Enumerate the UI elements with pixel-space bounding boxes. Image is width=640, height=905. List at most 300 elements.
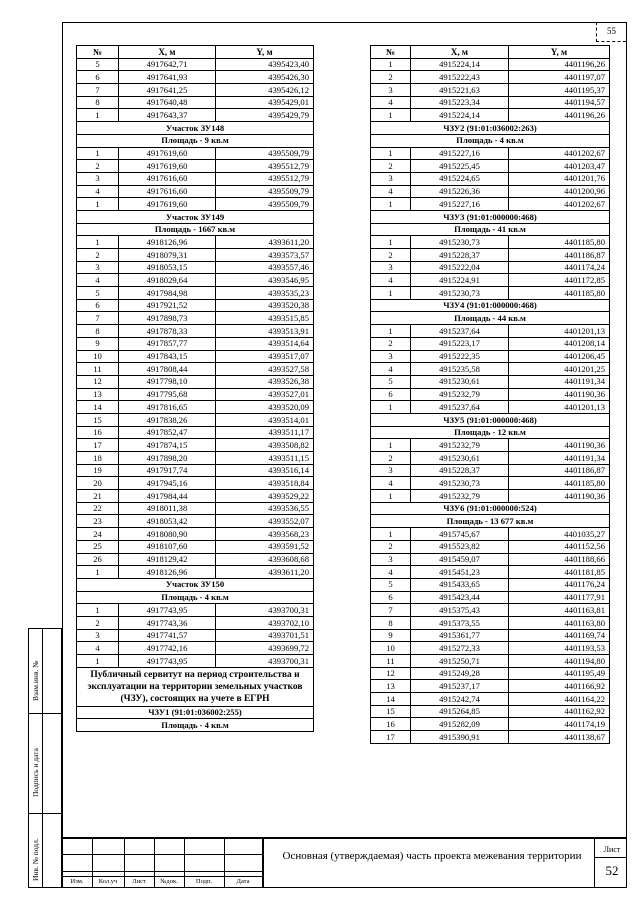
x-coordinate: 4917857,77 bbox=[119, 337, 216, 350]
table-row bbox=[371, 693, 610, 706]
y-coordinate: 4401152,56 bbox=[509, 540, 610, 553]
point-number: 5 bbox=[77, 58, 119, 71]
table-row bbox=[77, 84, 314, 97]
table-row bbox=[371, 705, 610, 718]
x-coordinate: 4918080,90 bbox=[119, 528, 216, 541]
table-row bbox=[371, 401, 610, 414]
x-coordinate: 4915237,17 bbox=[411, 680, 509, 693]
point-number: 13 bbox=[371, 680, 411, 693]
table-row bbox=[77, 350, 314, 363]
x-coordinate: 4915264,85 bbox=[411, 705, 509, 718]
section-title: Участок ЗУ148 bbox=[77, 122, 314, 135]
y-coordinate: 4393520,09 bbox=[216, 401, 314, 414]
point-number: 3 bbox=[371, 84, 411, 97]
section-title: ЧЗУ5 (91:01:000000:468) bbox=[371, 413, 610, 426]
table-row bbox=[371, 274, 610, 287]
table-row bbox=[371, 388, 610, 401]
x-coordinate: 4917742,16 bbox=[119, 642, 216, 655]
table-row bbox=[371, 58, 610, 71]
table-row bbox=[371, 96, 610, 109]
x-coordinate: 4917816,65 bbox=[119, 401, 216, 414]
x-coordinate: 4918011,38 bbox=[119, 502, 216, 515]
table-row bbox=[77, 477, 314, 490]
y-coordinate: 4401190,36 bbox=[509, 388, 610, 401]
y-coordinate: 4401174,19 bbox=[509, 718, 610, 731]
easement-note: Публичный сервитут на период строительства и эксплуатации на территории земельных участков (ЧЗУ), состоящих на учете в ЕГРН bbox=[77, 667, 314, 706]
y-coordinate: 4393511,17 bbox=[216, 426, 314, 439]
x-coordinate: 4917984,44 bbox=[119, 490, 216, 503]
y-coordinate: 4401186,87 bbox=[509, 249, 610, 262]
x-coordinate: 4915230,73 bbox=[411, 236, 509, 249]
y-coordinate: 4393611,20 bbox=[216, 566, 314, 579]
point-number: 8 bbox=[371, 616, 411, 629]
y-coordinate: 4393518,84 bbox=[216, 477, 314, 490]
section-header-row bbox=[371, 426, 610, 439]
table-row bbox=[77, 439, 314, 452]
x-coordinate: 4918126,96 bbox=[119, 566, 216, 579]
table-row bbox=[77, 261, 314, 274]
table-row bbox=[77, 274, 314, 287]
point-number: 1 bbox=[77, 566, 119, 579]
y-coordinate: 4393514,64 bbox=[216, 337, 314, 350]
table-row bbox=[371, 84, 610, 97]
y-coordinate: 4401201,13 bbox=[509, 401, 610, 414]
table-row bbox=[371, 540, 610, 553]
point-number: 17 bbox=[77, 439, 119, 452]
y-coordinate: 4401138,67 bbox=[509, 731, 610, 744]
y-coordinate: 4401191,34 bbox=[509, 375, 610, 388]
y-coordinate: 4395509,79 bbox=[216, 185, 314, 198]
y-coordinate: 4395512,79 bbox=[216, 160, 314, 173]
point-number: 9 bbox=[371, 629, 411, 642]
x-coordinate: 4915222,04 bbox=[411, 261, 509, 274]
section-title: Площадь - 4 кв.м bbox=[77, 719, 314, 732]
table-row bbox=[77, 604, 314, 617]
table-row bbox=[77, 147, 314, 160]
table-row bbox=[77, 325, 314, 338]
section-title: ЧЗУ2 (91:01:036002:263) bbox=[371, 122, 610, 135]
x-coordinate: 4915232,79 bbox=[411, 490, 509, 503]
point-number: 13 bbox=[77, 388, 119, 401]
y-coordinate: 4393546,95 bbox=[216, 274, 314, 287]
stamp-col-sheet: Лист bbox=[132, 878, 146, 885]
section-header-row bbox=[371, 122, 610, 135]
x-coordinate: 4915235,58 bbox=[411, 363, 509, 376]
sheet-label: Лист bbox=[603, 845, 621, 854]
y-coordinate: 4401203,47 bbox=[509, 160, 610, 173]
section-title: Участок ЗУ149 bbox=[77, 210, 314, 223]
point-number: 2 bbox=[371, 452, 411, 465]
table-row bbox=[371, 566, 610, 579]
section-header-row bbox=[371, 515, 610, 528]
table-row bbox=[371, 147, 610, 160]
x-coordinate: 4917945,16 bbox=[119, 477, 216, 490]
point-number: 6 bbox=[77, 71, 119, 84]
x-coordinate: 4917643,37 bbox=[119, 109, 216, 122]
x-coordinate: 4917921,52 bbox=[119, 299, 216, 312]
y-coordinate: 4401177,91 bbox=[509, 591, 610, 604]
x-coordinate: 4918079,31 bbox=[119, 249, 216, 262]
table-row bbox=[371, 363, 610, 376]
x-coordinate: 4915249,28 bbox=[411, 667, 509, 680]
table-row bbox=[77, 96, 314, 109]
point-number: 14 bbox=[371, 693, 411, 706]
point-number: 3 bbox=[371, 261, 411, 274]
x-coordinate: 4915232,79 bbox=[411, 439, 509, 452]
table-row bbox=[77, 71, 314, 84]
y-coordinate: 4393608,68 bbox=[216, 553, 314, 566]
table-row bbox=[371, 667, 610, 680]
side-label-inventory: Инв. № подл. bbox=[31, 838, 40, 881]
table-row bbox=[77, 236, 314, 249]
x-coordinate: 4915228,37 bbox=[411, 464, 509, 477]
y-coordinate: 4393520,38 bbox=[216, 299, 314, 312]
table-row bbox=[371, 287, 610, 300]
table-row bbox=[371, 655, 610, 668]
x-coordinate: 4915221,63 bbox=[411, 84, 509, 97]
x-coordinate: 4915232,79 bbox=[411, 388, 509, 401]
x-coordinate: 4917641,25 bbox=[119, 84, 216, 97]
y-coordinate: 4401181,85 bbox=[509, 566, 610, 579]
x-coordinate: 4915225,45 bbox=[411, 160, 509, 173]
table-row bbox=[371, 629, 610, 642]
x-coordinate: 4915523,82 bbox=[411, 540, 509, 553]
y-coordinate: 4401185,80 bbox=[509, 287, 610, 300]
x-coordinate: 4915230,61 bbox=[411, 452, 509, 465]
x-coordinate: 4917878,33 bbox=[119, 325, 216, 338]
point-number: 19 bbox=[77, 464, 119, 477]
point-number: 9 bbox=[77, 337, 119, 350]
section-header-row bbox=[77, 223, 314, 236]
x-coordinate: 4917843,15 bbox=[119, 350, 216, 363]
table-row bbox=[77, 629, 314, 642]
table-row bbox=[77, 401, 314, 414]
y-coordinate: 4393526,38 bbox=[216, 375, 314, 388]
table-row bbox=[77, 502, 314, 515]
section-title: ЧЗУ1 (91:01:036002:255) bbox=[77, 706, 314, 719]
x-coordinate: 4915224,14 bbox=[411, 109, 509, 122]
section-title: Участок ЗУ150 bbox=[77, 578, 314, 591]
section-title: Площадь - 13 677 кв.м bbox=[371, 515, 610, 528]
x-coordinate: 4915224,65 bbox=[411, 172, 509, 185]
table-row bbox=[371, 591, 610, 604]
point-number: 11 bbox=[77, 363, 119, 376]
point-number: 12 bbox=[77, 375, 119, 388]
section-title: Площадь - 4 кв.м bbox=[77, 591, 314, 604]
table-row bbox=[77, 363, 314, 376]
x-coordinate: 4915745,67 bbox=[411, 528, 509, 541]
table-row bbox=[77, 249, 314, 262]
point-number: 3 bbox=[77, 261, 119, 274]
x-coordinate: 4917741,57 bbox=[119, 629, 216, 642]
y-coordinate: 4393700,31 bbox=[216, 655, 314, 668]
point-number: 1 bbox=[371, 287, 411, 300]
x-coordinate: 4918053,15 bbox=[119, 261, 216, 274]
point-number: 17 bbox=[371, 731, 411, 744]
y-coordinate: 4395509,79 bbox=[216, 147, 314, 160]
table-row bbox=[77, 299, 314, 312]
section-header-row bbox=[371, 312, 610, 325]
table-row bbox=[371, 452, 610, 465]
x-coordinate: 4917640,48 bbox=[119, 96, 216, 109]
x-coordinate: 4915237,64 bbox=[411, 401, 509, 414]
section-header-row bbox=[77, 706, 314, 719]
point-number: 2 bbox=[371, 160, 411, 173]
table-row bbox=[371, 464, 610, 477]
section-title: Площадь - 41 кв.м bbox=[371, 223, 610, 236]
y-coordinate: 4393527,01 bbox=[216, 388, 314, 401]
point-number: 4 bbox=[77, 185, 119, 198]
point-number: 6 bbox=[371, 591, 411, 604]
y-coordinate: 4401193,53 bbox=[509, 642, 610, 655]
table-row bbox=[77, 172, 314, 185]
header-y: Y, м bbox=[216, 46, 314, 59]
y-coordinate: 4395429,79 bbox=[216, 109, 314, 122]
x-coordinate: 4918053,42 bbox=[119, 515, 216, 528]
table-row bbox=[77, 490, 314, 503]
x-coordinate: 4917852,47 bbox=[119, 426, 216, 439]
table-row bbox=[77, 58, 314, 71]
x-coordinate: 4915433,65 bbox=[411, 578, 509, 591]
x-coordinate: 4917642,71 bbox=[119, 58, 216, 71]
point-number: 8 bbox=[77, 325, 119, 338]
header-number: № bbox=[371, 46, 411, 59]
y-coordinate: 4401196,26 bbox=[509, 109, 610, 122]
y-coordinate: 4401201,25 bbox=[509, 363, 610, 376]
point-number: 1 bbox=[371, 147, 411, 160]
sheet-number: 52 bbox=[605, 863, 619, 878]
point-number: 1 bbox=[371, 109, 411, 122]
y-coordinate: 4393516,14 bbox=[216, 464, 314, 477]
table-row bbox=[371, 439, 610, 452]
title-block bbox=[62, 837, 627, 888]
y-coordinate: 4401201,76 bbox=[509, 172, 610, 185]
y-coordinate: 4401185,80 bbox=[509, 477, 610, 490]
point-number: 1 bbox=[371, 528, 411, 541]
point-number: 1 bbox=[371, 236, 411, 249]
y-coordinate: 4395426,30 bbox=[216, 71, 314, 84]
x-coordinate: 4915228,37 bbox=[411, 249, 509, 262]
table-row bbox=[371, 236, 610, 249]
x-coordinate: 4917898,20 bbox=[119, 452, 216, 465]
point-number: 1 bbox=[77, 604, 119, 617]
section-header-row bbox=[371, 413, 610, 426]
x-coordinate: 4917898,73 bbox=[119, 312, 216, 325]
y-coordinate: 4395426,12 bbox=[216, 84, 314, 97]
x-coordinate: 4915224,14 bbox=[411, 58, 509, 71]
y-coordinate: 4401202,67 bbox=[509, 198, 610, 211]
table-row bbox=[371, 337, 610, 350]
y-coordinate: 4393702,10 bbox=[216, 616, 314, 629]
x-coordinate: 4915230,61 bbox=[411, 375, 509, 388]
section-title: Площадь - 44 кв.м bbox=[371, 312, 610, 325]
y-coordinate: 4393527,58 bbox=[216, 363, 314, 376]
point-number: 4 bbox=[371, 363, 411, 376]
point-number: 16 bbox=[77, 426, 119, 439]
y-coordinate: 4401164,22 bbox=[509, 693, 610, 706]
point-number: 21 bbox=[77, 490, 119, 503]
y-coordinate: 4401172,85 bbox=[509, 274, 610, 287]
y-coordinate: 4393508,82 bbox=[216, 439, 314, 452]
table-row bbox=[371, 718, 610, 731]
page-number: 55 bbox=[596, 22, 626, 42]
point-number: 5 bbox=[77, 287, 119, 300]
y-coordinate: 4401190,36 bbox=[509, 439, 610, 452]
point-number: 1 bbox=[77, 109, 119, 122]
section-header-row bbox=[77, 210, 314, 223]
point-number: 26 bbox=[77, 553, 119, 566]
y-coordinate: 4393514,01 bbox=[216, 413, 314, 426]
point-number: 2 bbox=[77, 249, 119, 262]
section-header-row bbox=[77, 591, 314, 604]
table-row bbox=[371, 490, 610, 503]
point-number: 6 bbox=[371, 388, 411, 401]
point-number: 3 bbox=[77, 172, 119, 185]
table-row bbox=[371, 325, 610, 338]
header-x: X, м bbox=[119, 46, 216, 59]
y-coordinate: 4395429,01 bbox=[216, 96, 314, 109]
table-row bbox=[77, 452, 314, 465]
y-coordinate: 4393517,07 bbox=[216, 350, 314, 363]
point-number: 1 bbox=[371, 439, 411, 452]
y-coordinate: 4401162,92 bbox=[509, 705, 610, 718]
y-coordinate: 4393568,23 bbox=[216, 528, 314, 541]
point-number: 2 bbox=[77, 160, 119, 173]
y-coordinate: 4401176,24 bbox=[509, 578, 610, 591]
y-coordinate: 4401185,80 bbox=[509, 236, 610, 249]
section-header-row bbox=[371, 223, 610, 236]
point-number: 1 bbox=[77, 147, 119, 160]
x-coordinate: 4915230,73 bbox=[411, 477, 509, 490]
point-number: 8 bbox=[77, 96, 119, 109]
point-number: 2 bbox=[371, 540, 411, 553]
section-header-row bbox=[371, 502, 610, 515]
y-coordinate: 4401206,45 bbox=[509, 350, 610, 363]
y-coordinate: 4401174,24 bbox=[509, 261, 610, 274]
table-row bbox=[77, 160, 314, 173]
table-row bbox=[371, 109, 610, 122]
table-row bbox=[77, 616, 314, 629]
stamp-col-count: Кол.уч bbox=[98, 878, 118, 885]
point-number: 4 bbox=[371, 185, 411, 198]
coordinates-table-right bbox=[370, 45, 610, 744]
table-row bbox=[77, 655, 314, 668]
table-row bbox=[371, 261, 610, 274]
document-title: Основная (утверждаемая) часть проекта межевания территории bbox=[282, 850, 582, 862]
y-coordinate: 4401200,96 bbox=[509, 185, 610, 198]
section-header-row bbox=[77, 122, 314, 135]
y-coordinate: 4401195,37 bbox=[509, 84, 610, 97]
point-number: 25 bbox=[77, 540, 119, 553]
header-number: № bbox=[77, 46, 119, 59]
table-row bbox=[77, 566, 314, 579]
table-row bbox=[77, 426, 314, 439]
table-row bbox=[371, 528, 610, 541]
table-row bbox=[371, 616, 610, 629]
x-coordinate: 4917743,95 bbox=[119, 655, 216, 668]
x-coordinate: 4915373,55 bbox=[411, 616, 509, 629]
y-coordinate: 4393529,22 bbox=[216, 490, 314, 503]
point-number: 3 bbox=[371, 172, 411, 185]
stamp-col-doc: №док. bbox=[160, 878, 178, 885]
table-row bbox=[77, 337, 314, 350]
point-number: 2 bbox=[371, 249, 411, 262]
x-coordinate: 4917917,74 bbox=[119, 464, 216, 477]
point-number: 1 bbox=[371, 198, 411, 211]
table-row bbox=[371, 642, 610, 655]
point-number: 15 bbox=[371, 705, 411, 718]
table-row bbox=[371, 71, 610, 84]
x-coordinate: 4915227,16 bbox=[411, 198, 509, 211]
y-coordinate: 4401201,13 bbox=[509, 325, 610, 338]
y-coordinate: 4393536,55 bbox=[216, 502, 314, 515]
point-number: 1 bbox=[371, 401, 411, 414]
x-coordinate: 4918129,42 bbox=[119, 553, 216, 566]
table-row bbox=[77, 553, 314, 566]
section-title: ЧЗУ4 (91:01:000000:468) bbox=[371, 299, 610, 312]
y-coordinate: 4401208,14 bbox=[509, 337, 610, 350]
table-row bbox=[77, 375, 314, 388]
y-coordinate: 4401202,67 bbox=[509, 147, 610, 160]
point-number: 10 bbox=[371, 642, 411, 655]
point-number: 3 bbox=[371, 350, 411, 363]
point-number: 5 bbox=[371, 375, 411, 388]
point-number: 4 bbox=[371, 566, 411, 579]
x-coordinate: 4917984,98 bbox=[119, 287, 216, 300]
table-row bbox=[371, 477, 610, 490]
y-coordinate: 4393552,07 bbox=[216, 515, 314, 528]
point-number: 1 bbox=[371, 490, 411, 503]
table-row bbox=[371, 249, 610, 262]
point-number: 4 bbox=[371, 96, 411, 109]
point-number: 14 bbox=[77, 401, 119, 414]
table-row bbox=[371, 553, 610, 566]
x-coordinate: 4918126,96 bbox=[119, 236, 216, 249]
section-title: ЧЗУ3 (91:01:000000:468) bbox=[371, 210, 610, 223]
y-coordinate: 4395423,40 bbox=[216, 58, 314, 71]
x-coordinate: 4917798,10 bbox=[119, 375, 216, 388]
x-coordinate: 4915459,07 bbox=[411, 553, 509, 566]
point-number: 16 bbox=[371, 718, 411, 731]
x-coordinate: 4917795,68 bbox=[119, 388, 216, 401]
x-coordinate: 4917616,60 bbox=[119, 185, 216, 198]
x-coordinate: 4915423,44 bbox=[411, 591, 509, 604]
point-number: 20 bbox=[77, 477, 119, 490]
x-coordinate: 4915230,73 bbox=[411, 287, 509, 300]
header-x: X, м bbox=[411, 46, 509, 59]
x-coordinate: 4918029,64 bbox=[119, 274, 216, 287]
section-title: Площадь - 9 кв.м bbox=[77, 134, 314, 147]
side-label-replacement: Взам.инв. № bbox=[31, 660, 40, 701]
x-coordinate: 4915282,09 bbox=[411, 718, 509, 731]
point-number: 4 bbox=[77, 642, 119, 655]
point-number: 3 bbox=[371, 553, 411, 566]
y-coordinate: 4401035,27 bbox=[509, 528, 610, 541]
point-number: 2 bbox=[371, 337, 411, 350]
table-row bbox=[371, 680, 610, 693]
x-coordinate: 4915222,35 bbox=[411, 350, 509, 363]
x-coordinate: 4915375,43 bbox=[411, 604, 509, 617]
point-number: 2 bbox=[77, 616, 119, 629]
x-coordinate: 4915222,43 bbox=[411, 71, 509, 84]
point-number: 3 bbox=[77, 629, 119, 642]
x-coordinate: 4915390,91 bbox=[411, 731, 509, 744]
x-coordinate: 4917874,15 bbox=[119, 439, 216, 452]
point-number: 5 bbox=[371, 578, 411, 591]
point-number: 1 bbox=[77, 198, 119, 211]
point-number: 7 bbox=[77, 84, 119, 97]
point-number: 4 bbox=[371, 274, 411, 287]
